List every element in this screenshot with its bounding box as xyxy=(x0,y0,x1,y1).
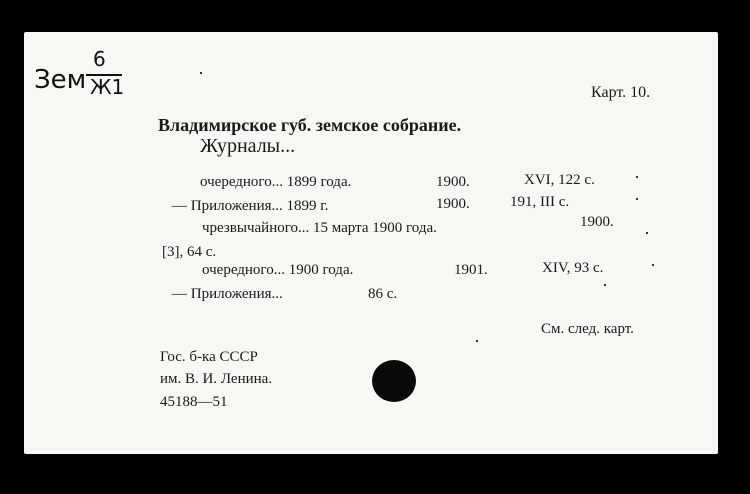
card-title: Владимирское губ. земское собрание. xyxy=(158,115,462,135)
entry-2-year: 1900. xyxy=(436,196,470,212)
library-dedication: им. В. И. Ленина. xyxy=(160,371,273,387)
scan-speck xyxy=(604,284,606,286)
library-inventory-number: 45188—51 xyxy=(160,394,228,410)
card-number: Карт. 10. xyxy=(591,84,651,101)
entry-4-description: [3], 64 с. xyxy=(162,244,217,260)
scan-speck xyxy=(200,72,202,74)
entry-1-description: очередного... 1899 года. xyxy=(200,174,352,190)
entry-6-pages: 86 с. xyxy=(368,286,398,302)
library-name: Гос. б-ка СССР xyxy=(160,349,258,365)
entry-3-description: чрезвычайного... 15 марта 1900 года. xyxy=(202,220,437,236)
call-number-main: Зем xyxy=(34,65,87,95)
call-number-numerator: 6 xyxy=(93,47,106,71)
entry-1-year: 1900. xyxy=(436,174,470,190)
punch-hole xyxy=(372,360,416,402)
call-number-denominator: Ж1 xyxy=(90,75,125,99)
entry-2-pages: 191, III с. xyxy=(510,194,570,210)
entry-3-year: 1900. xyxy=(580,214,614,230)
card-subtitle: Журналы... xyxy=(200,135,296,157)
catalog-card xyxy=(24,32,718,454)
see-next-card: См. след. карт. xyxy=(541,321,634,337)
scan-speck xyxy=(476,340,478,342)
entry-5-year: 1901. xyxy=(454,262,488,278)
scan-speck xyxy=(646,232,648,234)
scan-speck xyxy=(652,264,654,266)
scan-speck xyxy=(636,176,638,178)
entry-1-pages: XVI, 122 с. xyxy=(524,172,595,188)
scan-speck xyxy=(636,198,638,200)
entry-2-description: — Приложения... 1899 г. xyxy=(172,198,329,214)
entry-5-pages: XIV, 93 с. xyxy=(542,260,604,276)
entry-5-description: очередного... 1900 года. xyxy=(202,262,354,278)
entry-6-description: — Приложения... xyxy=(172,286,283,302)
